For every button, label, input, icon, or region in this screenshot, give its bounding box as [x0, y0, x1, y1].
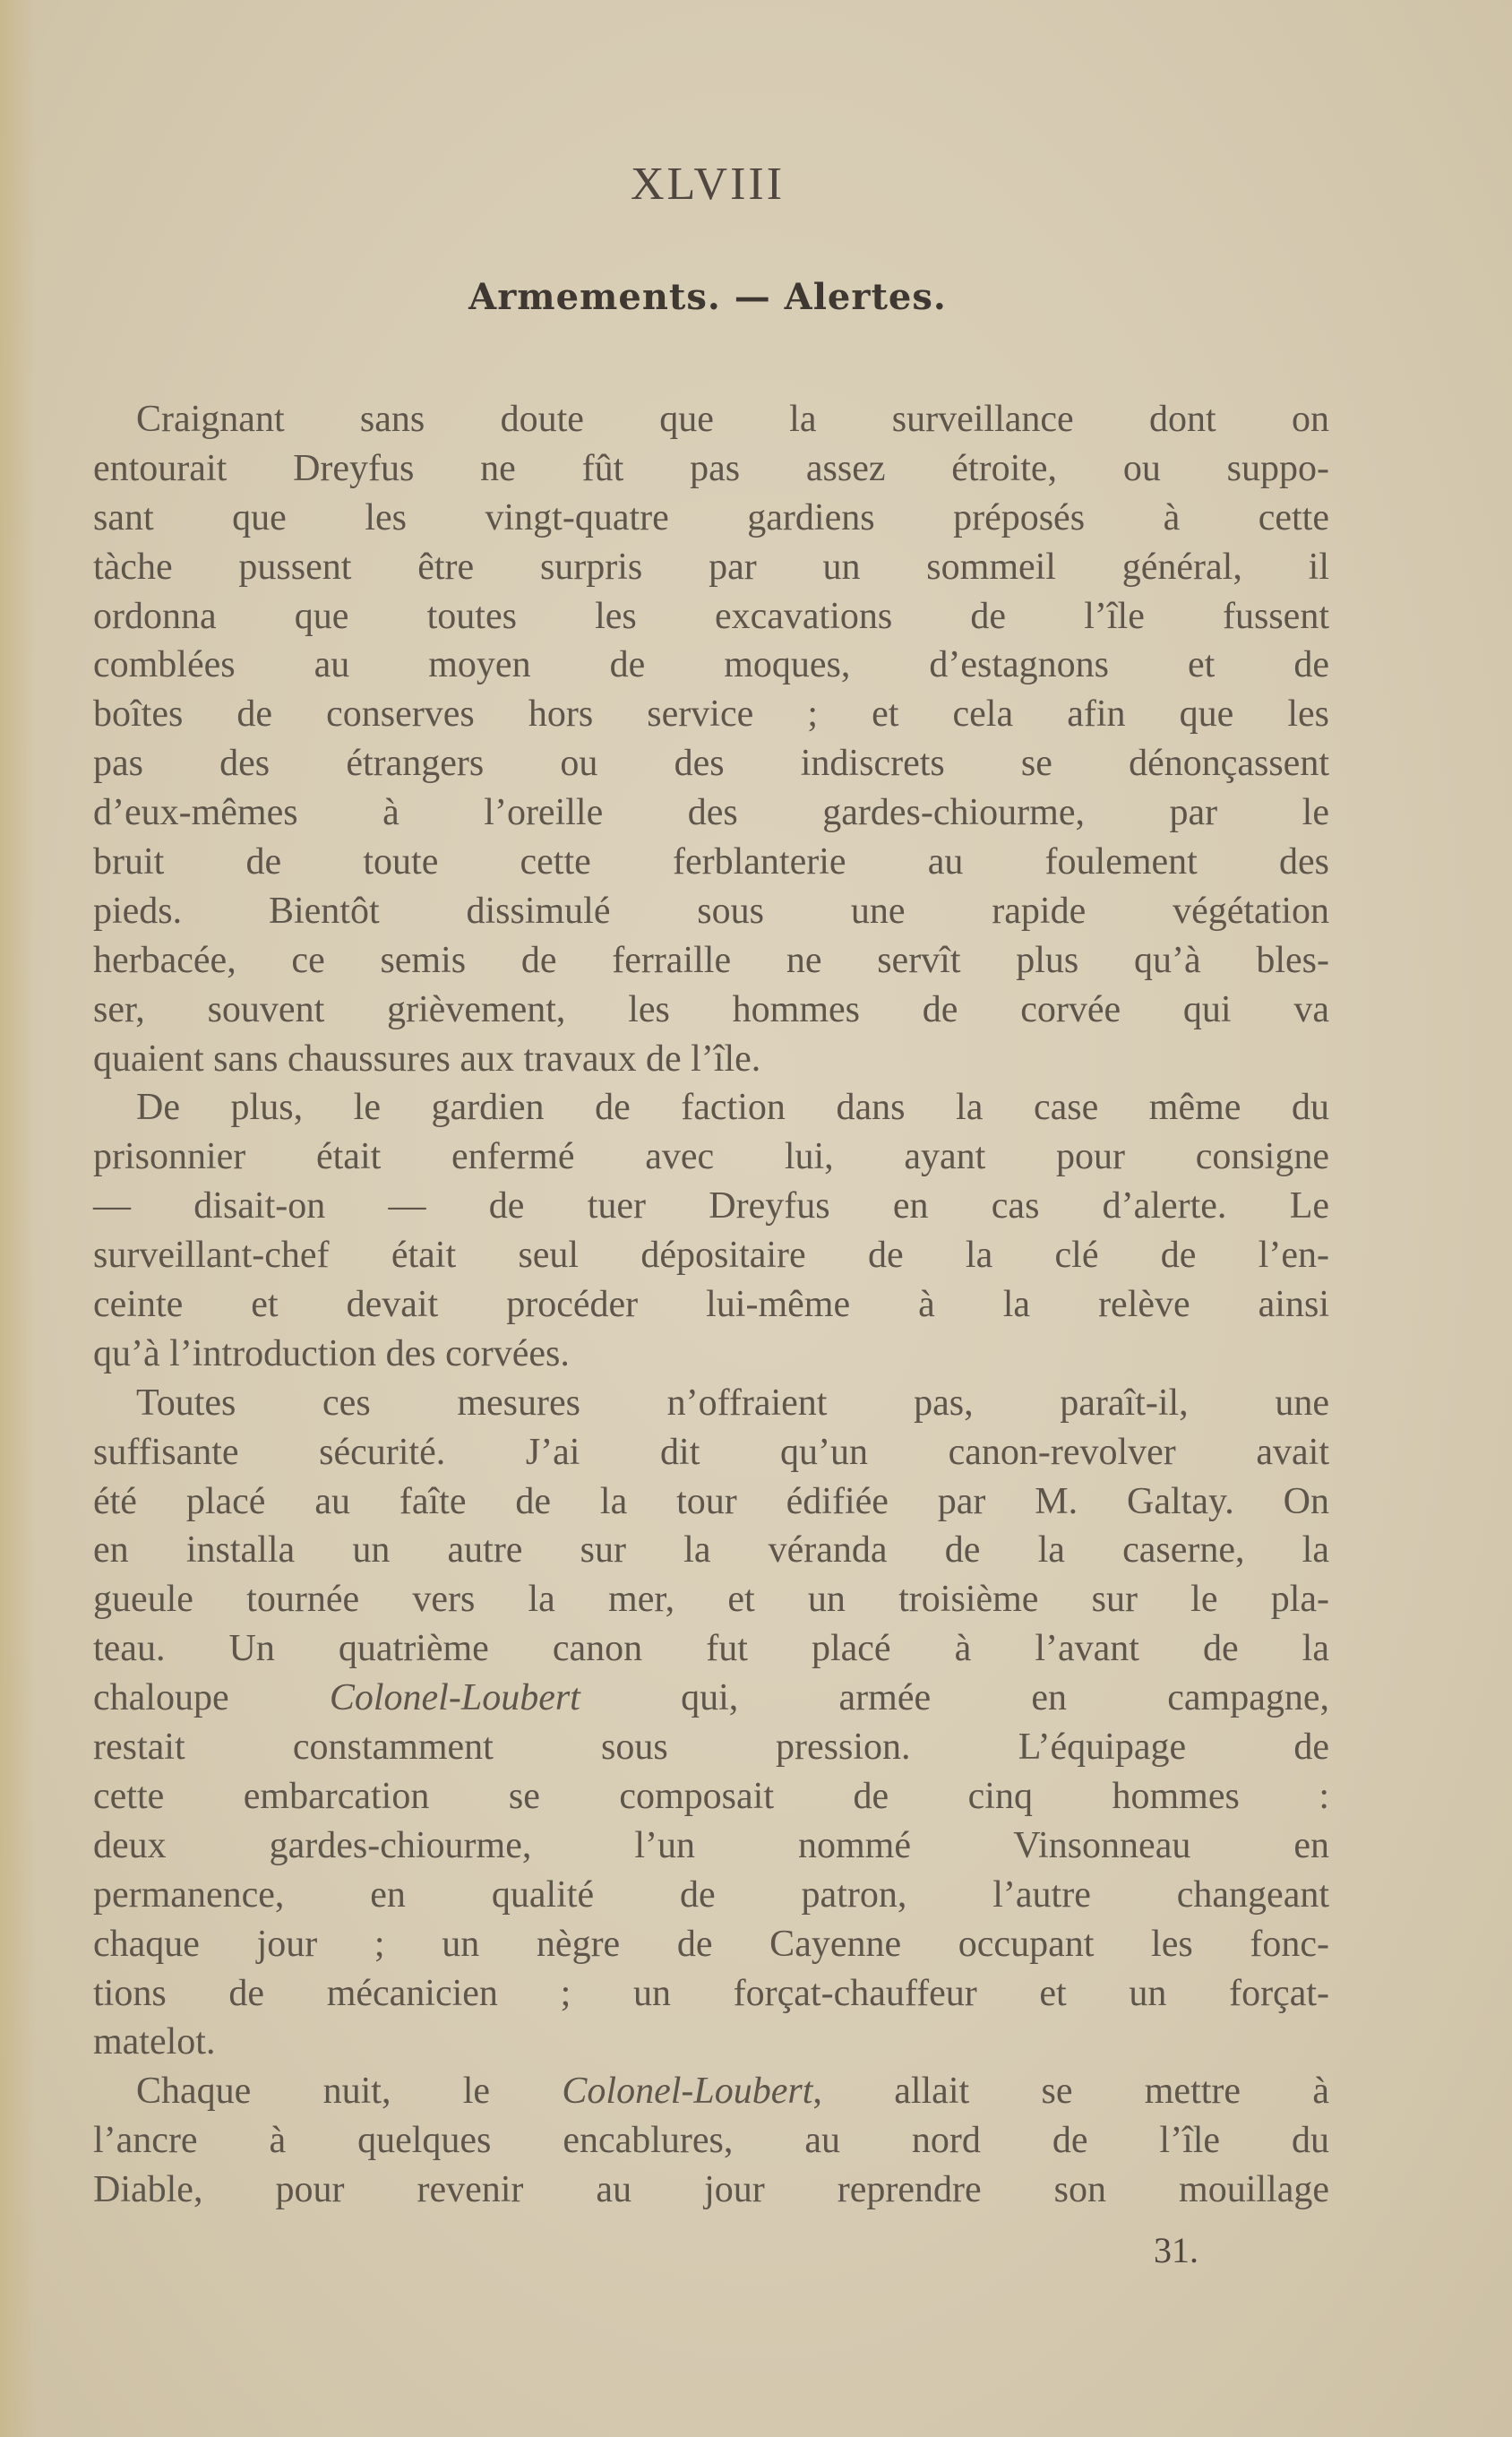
text-segment: tions de mécanicien ; un forçat-chauffeur et un forçat- [93, 1972, 1329, 2014]
text-segment: tàche pussent être surpris par un sommeil général, il [93, 546, 1329, 588]
text-line [93, 1477, 1329, 1527]
text-line [93, 1526, 1329, 1575]
text-line [93, 641, 1329, 690]
text-line [93, 2166, 1329, 2215]
text-segment: Chaque nuit, le [136, 2071, 563, 2113]
text-segment: pieds. Bientôt dissimulé sous une rapide végétation [93, 890, 1329, 932]
text-segment: entourait Dreyfus ne fût pas assez étroite, ou suppo- [93, 447, 1329, 489]
text-line [93, 887, 1329, 936]
text-segment: — disait-on — de tuer Dreyfus en cas d’alerte. Le [93, 1185, 1329, 1227]
text-line [93, 1428, 1329, 1477]
chapter-number: XLVIII [630, 159, 786, 210]
text-segment: surveillant-chef était seul dépositaire de la clé de l’en- [93, 1235, 1329, 1277]
text-segment: qu’à l’introduction des corvées. [93, 1332, 570, 1374]
text-line [93, 1280, 1329, 1330]
text-segment: herbacée, ce semis de ferraille ne servît plus qu’à bles- [93, 939, 1329, 981]
text-segment: teau. Un quatrième canon fut placé à l’avant de la [93, 1628, 1329, 1670]
text-line [93, 1723, 1329, 1772]
italic-text: Colonel-Loubert [329, 1677, 580, 1719]
text-segment: De plus, le gardien de faction dans la case même du [136, 1087, 1329, 1129]
text-line [93, 592, 1329, 642]
text-line [93, 2067, 1329, 2116]
text-line [93, 788, 1329, 838]
chapter-title: Armements. — Alertes. [468, 276, 947, 318]
text-line [93, 838, 1329, 887]
text-line [93, 1330, 1329, 1379]
text-line [93, 444, 1329, 494]
text-segment: boîtes de conserves hors service ; et cela afin que les [93, 693, 1329, 736]
text-segment: gueule tournée vers la mer, et un troisième sur le pla- [93, 1579, 1329, 1621]
text-segment: ordonna que toutes les excavations de l’île fussent [93, 595, 1329, 637]
text-segment: , allait se mettre à [812, 2071, 1329, 2113]
text-line [93, 1624, 1329, 1674]
text-line [93, 543, 1329, 592]
text-segment: Diable, pour revenir au jour reprendre son mouillage [93, 2169, 1329, 2211]
text-segment: comblées au moyen de moques, d’estagnons et de [93, 644, 1329, 686]
text-segment: quaient sans chaussures aux travaux de l’île. [93, 1038, 761, 1080]
text-segment: restait constamment sous pression. L’équipage de [93, 1727, 1329, 1769]
text-line [93, 1231, 1329, 1280]
text-segment: chaque jour ; un nègre de Cayenne occupant les fonc- [93, 1923, 1329, 1965]
text-line [93, 1969, 1329, 2019]
text-segment: suffisante sécurité. J’ai dit qu’un canon-revolver avait [93, 1431, 1329, 1473]
text-segment: qui, armée en campagne, [580, 1677, 1329, 1719]
text-segment: chaloupe [93, 1677, 330, 1719]
text-segment: ceinte et devait procéder lui-même à la relève ainsi [93, 1284, 1329, 1326]
text-line [93, 395, 1329, 444]
text-line [93, 1772, 1329, 1821]
text-segment: d’eux-mêmes à l’oreille des gardes-chiourme, par le [93, 792, 1329, 834]
text-line [93, 1379, 1329, 1428]
text-line [93, 494, 1329, 543]
text-line [93, 1035, 1329, 1084]
text-segment: matelot. [93, 2021, 216, 2063]
text-segment: en installa un autre sur la véranda de la caserne, la [93, 1529, 1329, 1572]
text-line [93, 1920, 1329, 1969]
page-edge-shadow [0, 0, 36, 2437]
body-text [93, 395, 1329, 2215]
text-segment: pas des étrangers ou des indiscrets se dénonçassent [93, 743, 1329, 785]
text-line [93, 936, 1329, 986]
text-line [93, 1821, 1329, 1871]
text-segment: prisonnier était enfermé avec lui, ayant pour consigne [93, 1136, 1329, 1178]
text-segment: deux gardes-chiourme, l’un nommé Vinsonneau en [93, 1824, 1329, 1866]
text-line [93, 986, 1329, 1035]
text-segment: permanence, en qualité de patron, l’autre changeant [93, 1873, 1329, 1916]
text-segment: été placé au faîte de la tour édifiée par M. Galtay. On [93, 1480, 1329, 1522]
text-line [93, 1871, 1329, 1920]
text-segment: sant que les vingt-quatre gardiens préposés à cette [93, 496, 1329, 538]
text-segment: bruit de toute cette ferblanterie au foulement des [93, 841, 1329, 883]
text-segment: cette embarcation se composait de cinq hommes : [93, 1775, 1329, 1817]
text-line [93, 690, 1329, 739]
text-line [93, 2116, 1329, 2166]
text-segment: l’ancre à quelques encablures, au nord de l’île du [93, 2120, 1329, 2162]
text-line [93, 1132, 1329, 1182]
text-segment: Toutes ces mesures n’offraient pas, paraît-il, une [136, 1382, 1329, 1424]
page-number: 31. [1154, 2230, 1198, 2270]
text-segment: Craignant sans doute que la surveillance dont on [136, 399, 1329, 440]
text-line [93, 1182, 1329, 1231]
italic-text: Colonel-Loubert [562, 2071, 813, 2113]
text-line [93, 739, 1329, 788]
text-line [93, 1083, 1329, 1132]
text-line [93, 1674, 1329, 1723]
text-segment: ser, souvent grièvement, les hommes de corvée qui va [93, 988, 1329, 1030]
text-line [93, 1575, 1329, 1624]
text-line [93, 2018, 1329, 2067]
